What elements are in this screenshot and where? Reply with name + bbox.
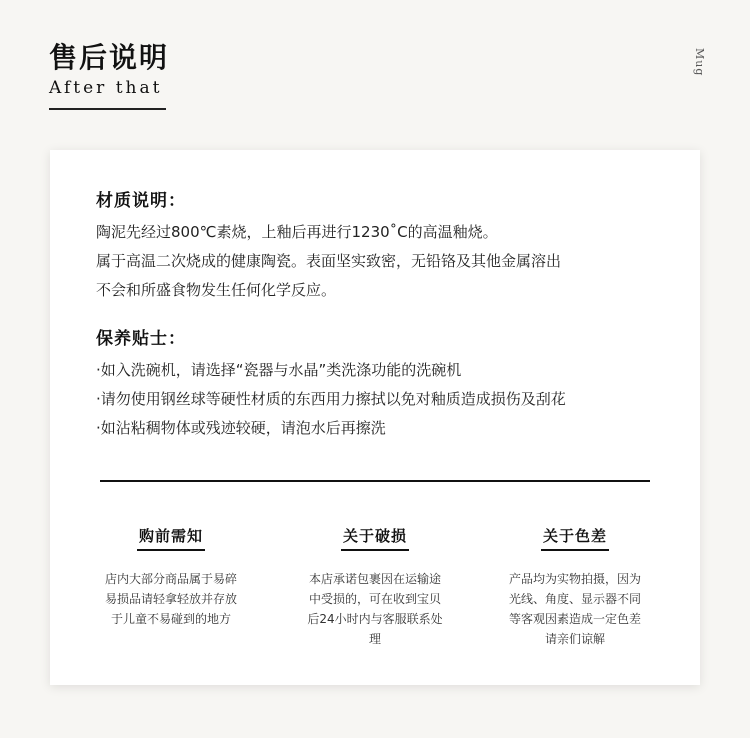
material-line: 陶泥先经过800℃素烧，上釉后再进行1230˚C的高温釉烧。 bbox=[96, 223, 498, 241]
section-divider bbox=[100, 480, 650, 482]
notice-heading: 关于破损 bbox=[341, 525, 409, 551]
side-mark: Mug bbox=[693, 48, 706, 77]
info-card bbox=[50, 150, 700, 685]
material-section bbox=[96, 188, 676, 305]
notice-body: 本店承诺包裹因在运输途中受损的，可在收到宝贝后24小时内与客服联系处理 bbox=[307, 572, 443, 646]
page-title: 售后说明 bbox=[49, 41, 170, 74]
notice-color-difference bbox=[490, 525, 660, 649]
material-heading: 材质说明： bbox=[96, 191, 186, 211]
notice-heading: 关于色差 bbox=[541, 525, 609, 551]
page-subtitle: After that bbox=[49, 78, 163, 98]
notice-damage bbox=[290, 525, 460, 649]
care-tip: ·如入洗碗机，请选择“瓷器与水晶”类洗涤功能的洗碗机 bbox=[96, 361, 462, 379]
notice-heading: 购前需知 bbox=[137, 525, 205, 551]
care-tip: ·请勿使用钢丝球等硬性材质的东西用力擦拭以免对釉质造成损伤及刮花 bbox=[96, 390, 566, 408]
care-tip: ·如沾粘稠物体或残迹较硬，请泡水后再擦洗 bbox=[96, 419, 386, 437]
notice-before-purchase bbox=[86, 525, 256, 629]
title-underline bbox=[49, 108, 166, 110]
material-line: 属于高温二次烧成的健康陶瓷。表面坚实致密，无铅铬及其他金属溶出 bbox=[96, 252, 562, 270]
notice-body: 店内大部分商品属于易碎易损品请轻拿轻放并存放于儿童不易碰到的地方 bbox=[104, 572, 237, 626]
notice-body: 产品均为实物拍摄，因为光线、角度、显示器不同等客观因素造成一定色差请亲们谅解 bbox=[508, 572, 641, 646]
care-section bbox=[96, 326, 676, 443]
material-line: 不会和所盛食物发生任何化学反应。 bbox=[96, 281, 337, 299]
care-heading: 保养贴士： bbox=[96, 329, 186, 349]
